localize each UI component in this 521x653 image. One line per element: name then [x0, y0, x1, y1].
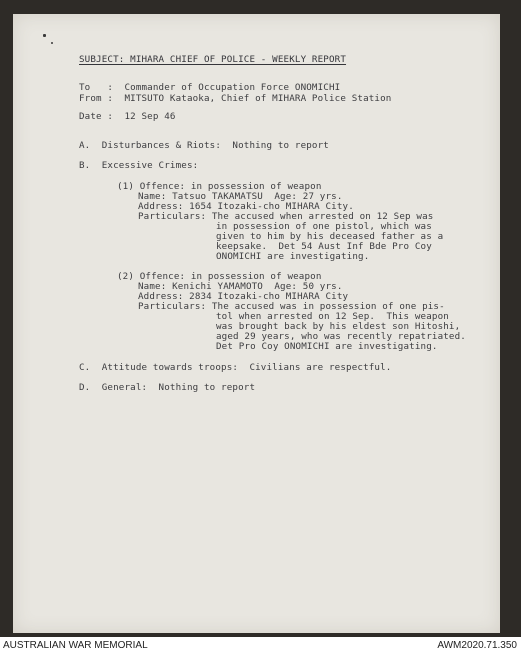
- date-line: Date : 12 Sep 46: [79, 111, 176, 122]
- subject-line: SUBJECT: MIHARA CHIEF OF POLICE - WEEKLY REPORT: [79, 54, 347, 65]
- crime-1-particulars: given to him by his deceased father as a: [216, 231, 444, 242]
- to-line: To : Commander of Occupation Force ONOMICHI: [79, 82, 341, 93]
- crime-2-particulars: was brought back by his eldest son Hitoshi,: [216, 321, 461, 332]
- footer-accession-number: AWM2020.71.350: [437, 640, 517, 651]
- crime-1-particulars: Particulars: The accused when arrested on 12 Sep was: [138, 211, 434, 222]
- crime-2-particulars: Particulars: The accused was in possession of one pis-: [138, 301, 445, 312]
- crime-2-address: Address: 2834 Itozaki-cho MIHARA City: [138, 291, 349, 302]
- item-c: C. Attitude towards troops: Civilians are respectful.: [79, 362, 392, 373]
- item-a: A. Disturbances & Riots: Nothing to report: [79, 140, 329, 151]
- crime-1-offence: (1) Offence: in possession of weapon: [117, 181, 322, 192]
- from-line: From : MITSUTO Kataoka, Chief of MIHARA Police Station: [79, 93, 392, 104]
- footer-institution: AUSTRALIAN WAR MEMORIAL: [3, 640, 148, 651]
- crime-2-particulars: Det Pro Coy ONOMICHI are investigating.: [216, 341, 438, 352]
- paper-speck: [51, 42, 53, 44]
- crime-1-particulars: ONOMICHI are investigating.: [216, 251, 370, 262]
- archive-footer: [0, 637, 521, 653]
- item-b: B. Excessive Crimes:: [79, 160, 199, 171]
- crime-1-name: Name: Tatsuo TAKAMATSU Age: 27 yrs.: [138, 191, 343, 202]
- crime-1-particulars: keepsake. Det 54 Aust Inf Bde Pro Coy: [216, 241, 432, 252]
- crime-2-offence: (2) Offence: in possession of weapon: [117, 271, 322, 282]
- document-page: [13, 14, 500, 633]
- crime-1-address: Address: 1654 Itozaki-cho MIHARA City.: [138, 201, 354, 212]
- crime-2-name: Name: Kenichi YAMAMOTO Age: 50 yrs.: [138, 281, 343, 292]
- crime-2-particulars: tol when arrested on 12 Sep. This weapon: [216, 311, 449, 322]
- paper-speck: [43, 34, 46, 37]
- crime-2-particulars: aged 29 years, who was recently repatriated.: [216, 331, 466, 342]
- crime-1-particulars: in possession of one pistol, which was: [216, 221, 432, 232]
- item-d: D. General: Nothing to report: [79, 382, 256, 393]
